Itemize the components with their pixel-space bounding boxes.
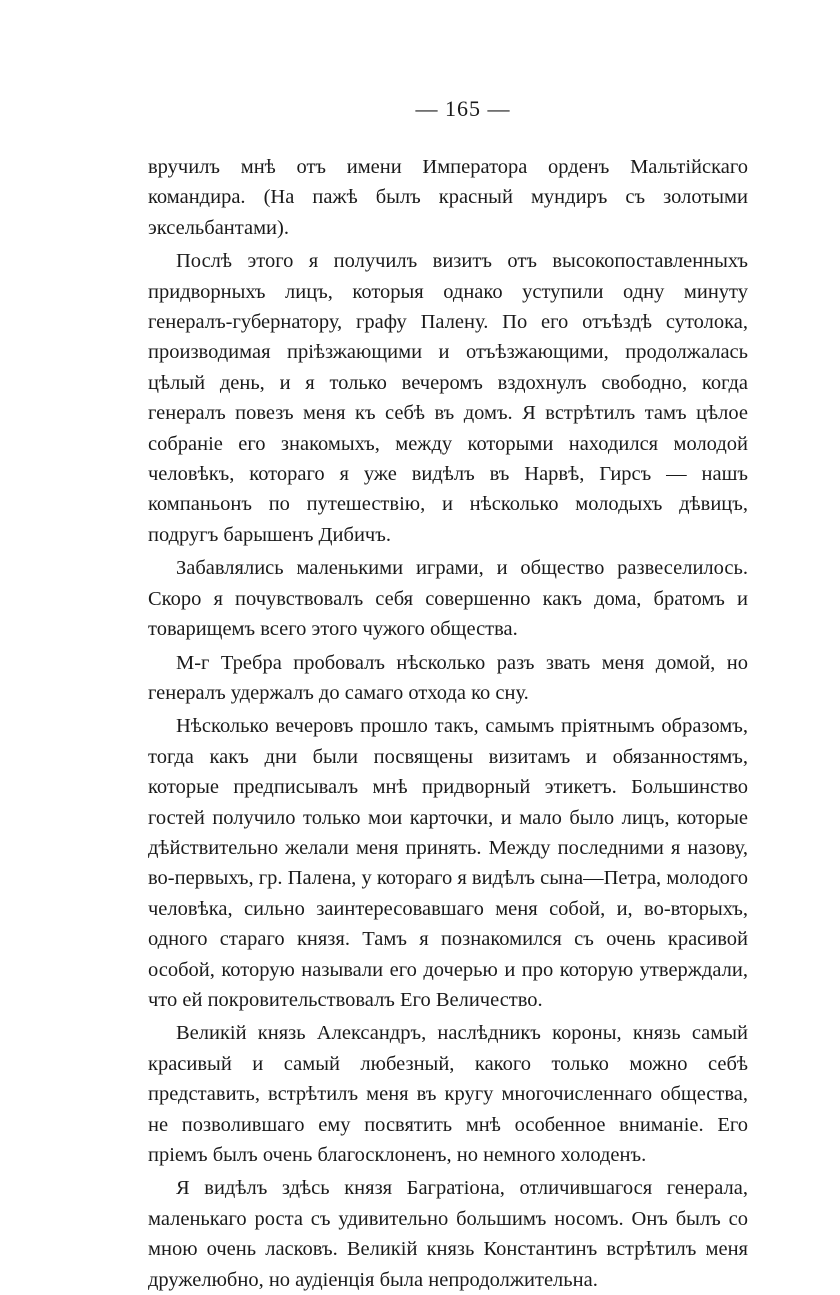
paragraph-6: Великій князь Александръ, наслѣдникъ короны, князь самый красивый и самый любезный, какого только можно себѣ представить, встрѣтилъ меня въ кругу многочисленнаго общества, не позволившаго ему посвятить мнѣ особенное вниманіе. Его пріемъ былъ очень благосклоненъ, но немного холоденъ. bbox=[148, 1022, 748, 1166]
paragraph-4: М-г Требра пробовалъ нѣсколько разъ звать меня домой, но генералъ удержалъ до самаго отхода ко сну. bbox=[148, 651, 748, 704]
paragraph-1: вручилъ мнѣ отъ имени Императора орденъ Мальтійскаго командира. (На пажѣ былъ красный мундиръ съ золотыми эксельбантами). bbox=[148, 156, 748, 239]
paragraph-7: Я видѣлъ здѣсь князя Багратіона, отличившагося генерала, маленькаго роста съ удивительно большимъ носомъ. Онъ былъ со мною очень ласковъ. Великій князь Константинъ встрѣтилъ меня дружелюбно, но аудіенція была непродолжительна. bbox=[148, 1177, 748, 1291]
paragraph-2: Послѣ этого я получилъ визитъ отъ высокопоставленныхъ придворныхъ лицъ, которыя однако уступили одну минуту генералъ-губернатору, графу Палену. По его отъѣздѣ сутолока, производимая пріѣзжающими и отъѣзжающими, продолжалась цѣлый день, и я только вечеромъ вздохнулъ свободно, когда генералъ повезъ меня къ себѣ въ домъ. Я встрѣтилъ тамъ цѣлое собраніе его знакомыхъ, между которыми находился молодой человѣкъ, котораго я уже видѣлъ въ Нарвѣ, Гирсъ — нашъ компаньонъ по путешествію, и нѣсколько молодыхъ дѣвицъ, подругъ барышенъ Дибичъ. bbox=[148, 250, 748, 546]
page-number: — 165 — bbox=[415, 96, 511, 121]
paragraph-5: Нѣсколько вечеровъ прошло такъ, самымъ пріятнымъ образомъ, тогда какъ дни были посвящены визитамъ и обязанностямъ, которые предписывалъ мнѣ придворный этикетъ. Большинство гостей получило только мои карточки, и мало было лицъ, которые дѣйствительно желали меня принять. Между последними я назову, во-первыхъ, гр. Палена, у котораго я видѣлъ сына—Петра, молодого человѣка, сильно заинтересовавшаго меня собой, и, во-вторыхъ, одного стараго князя. Тамъ я познакомился съ очень красивой особой, которую называли его дочерью и про которую утверждали, что ей покровительствовалъ Его Величество. bbox=[148, 715, 748, 1011]
paragraph-3: Забавлялись маленькими играми, и общество развеселилось. Скоро я почувствовалъ себя совершенно какъ дома, братомъ и товарищемъ всего этого чужого общества. bbox=[148, 557, 748, 641]
